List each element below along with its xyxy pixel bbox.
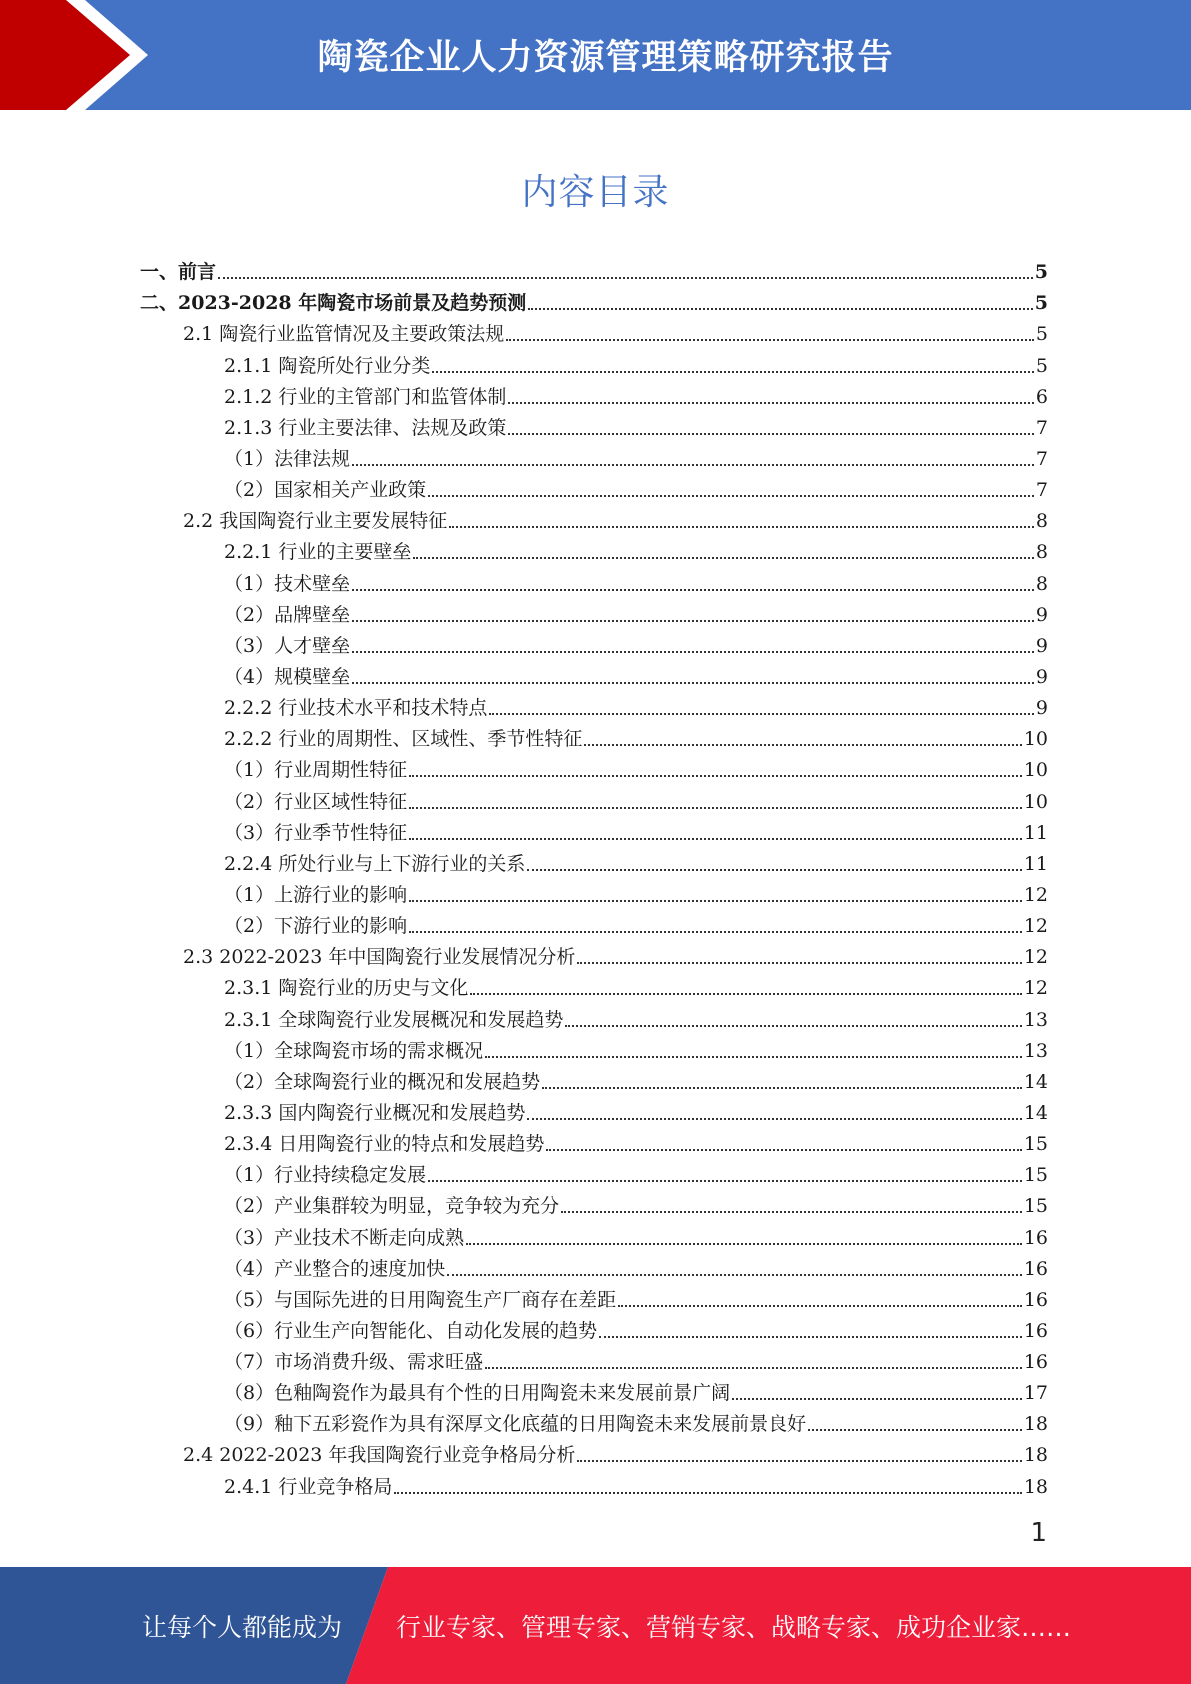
toc-entry[interactable]: [140, 597, 1048, 628]
toc-entry[interactable]: [140, 1219, 1048, 1250]
footer-slogan-right: 行业专家、管理专家、营销专家、战略专家、成功企业家……: [396, 1612, 1072, 1642]
toc-entry[interactable]: [140, 472, 1048, 503]
toc-dot-leader: [485, 1367, 1022, 1369]
toc-entry-page: 11: [1023, 821, 1048, 844]
toc-entry-title: （3）人才壁垒: [224, 634, 351, 657]
toc-entry-title: （1）上游行业的影响: [224, 883, 408, 906]
toc-entry[interactable]: [140, 410, 1048, 441]
toc-entry[interactable]: [140, 1468, 1048, 1499]
toc-dot-leader: [466, 1243, 1022, 1245]
toc-entry-page: 18: [1023, 1444, 1048, 1467]
toc-dot-leader: [409, 775, 1022, 777]
toc-entry-page: 15: [1023, 1164, 1048, 1187]
toc-entry-title: （2）下游行业的影响: [224, 915, 408, 938]
toc-dot-leader: [409, 900, 1022, 902]
toc-dot-leader: [565, 1025, 1021, 1027]
toc-entry-page: 7: [1035, 447, 1048, 470]
toc-entry[interactable]: [140, 1375, 1048, 1406]
toc-entry-page: 16: [1023, 1226, 1048, 1249]
toc-entry-page: 5: [1034, 292, 1048, 315]
toc-entry-title: 2.1.3 行业主要法律、法规及政策: [224, 416, 507, 439]
toc-entry-page: 18: [1023, 1413, 1048, 1436]
toc-dot-leader: [409, 807, 1022, 809]
toc-entry-page: 12: [1023, 915, 1048, 938]
toc-entry-page: 10: [1023, 728, 1048, 751]
toc-dot-leader: [808, 1429, 1022, 1431]
toc-entry-title: （4）规模壁垒: [224, 665, 351, 688]
toc-entry-page: 15: [1023, 1195, 1048, 1218]
toc-entry[interactable]: [140, 254, 1048, 285]
toc-entry[interactable]: [140, 659, 1048, 690]
toc-dot-leader: [508, 433, 1034, 435]
toc-dot-leader: [449, 526, 1034, 528]
toc-entry-title: （8）色釉陶瓷作为最具有个性的日用陶瓷未来发展前景广阔: [224, 1382, 731, 1405]
toc-entry-title: 2.3.3 国内陶瓷行业概况和发展趋势: [224, 1101, 526, 1124]
toc-entry[interactable]: [140, 347, 1048, 378]
toc-entry-title: 2.4.1 行业竞争格局: [224, 1475, 393, 1498]
toc-entry-title: （7）市场消费升级、需求旺盛: [224, 1351, 484, 1374]
toc-entry[interactable]: [140, 721, 1048, 752]
toc-dot-leader: [546, 1149, 1021, 1151]
footer-bar: [0, 1567, 1191, 1684]
toc-entry-page: 12: [1023, 883, 1048, 906]
toc-entry-page: 9: [1035, 634, 1048, 657]
toc-entry-page: 14: [1023, 1070, 1048, 1093]
toc-entry[interactable]: [140, 316, 1048, 347]
toc-entry-title: （2）全球陶瓷行业的概况和发展趋势: [224, 1070, 541, 1093]
toc-entry[interactable]: [140, 939, 1048, 970]
toc-dot-leader: [485, 1056, 1022, 1058]
toc-entry[interactable]: [140, 503, 1048, 534]
toc-dot-leader: [352, 464, 1034, 466]
toc-entry[interactable]: [140, 1437, 1048, 1468]
toc-entry-page: 13: [1023, 1039, 1048, 1062]
toc-dot-leader: [428, 495, 1034, 497]
toc-dot-leader: [577, 962, 1021, 964]
toc-entry-title: （4）产业整合的速度加快: [224, 1257, 446, 1280]
toc-entry-page: 9: [1035, 665, 1048, 688]
toc-entry-title: （1）技术壁垒: [224, 572, 351, 595]
toc-entry-title: 2.2.2 行业的周期性、区域性、季节性特征: [224, 728, 583, 751]
toc-dot-leader: [527, 1118, 1021, 1120]
toc-entry-page: 11: [1023, 852, 1048, 875]
toc-entry-title: 2.3.1 陶瓷行业的历史与文化: [224, 977, 469, 1000]
toc-entry-page: 7: [1035, 416, 1048, 439]
toc-entry[interactable]: [140, 628, 1048, 659]
toc-dot-leader: [409, 931, 1022, 933]
toc-dot-leader: [542, 1087, 1022, 1089]
toc-entry[interactable]: [140, 877, 1048, 908]
toc-entry[interactable]: [140, 1126, 1048, 1157]
toc-heading: 内容目录: [521, 172, 670, 213]
toc-entry-page: 13: [1023, 1008, 1048, 1031]
toc-dot-leader: [413, 557, 1034, 559]
toc-entry-page: 16: [1023, 1351, 1048, 1374]
toc-entry-page: 15: [1023, 1133, 1048, 1156]
toc-entry-title: （2）国家相关产业政策: [224, 479, 427, 502]
toc-entry-title: 2.2 我国陶瓷行业主要发展特征: [183, 510, 448, 533]
toc-dot-leader: [527, 869, 1021, 871]
toc-dot-leader: [561, 1211, 1022, 1213]
footer-slogan-left: 让每个人都能成为: [142, 1612, 343, 1642]
toc-entry-page: 10: [1023, 759, 1048, 782]
toc-entry-page: 16: [1023, 1319, 1048, 1342]
toc-entry-title: （3）产业技术不断走向成熟: [224, 1226, 465, 1249]
toc-entry-page: 5: [1035, 354, 1048, 377]
toc-dot-leader: [409, 838, 1022, 840]
toc-dot-leader: [577, 1460, 1021, 1462]
toc-entry-page: 10: [1023, 790, 1048, 813]
toc-dot-leader: [508, 402, 1034, 404]
toc-entry[interactable]: [140, 783, 1048, 814]
toc-entry-page: 17: [1023, 1382, 1048, 1405]
toc-dot-leader: [618, 1305, 1022, 1307]
toc-entry-title: （1）行业周期性特征: [224, 759, 408, 782]
toc-entry-page: 5: [1035, 323, 1048, 346]
toc-dot-leader: [489, 713, 1034, 715]
toc-entry[interactable]: [140, 565, 1048, 596]
toc-entry-page: 16: [1023, 1257, 1048, 1280]
toc-entry[interactable]: [140, 908, 1048, 939]
toc-entry-page: 8: [1035, 541, 1048, 564]
toc-dot-leader: [599, 1336, 1022, 1338]
toc-entry-title: （1）法律法规: [224, 447, 351, 470]
toc-dot-leader: [447, 1274, 1022, 1276]
toc-entry-title: （1）行业持续稳定发展: [224, 1164, 427, 1187]
toc-dot-leader: [428, 1180, 1022, 1182]
toc-entry-page: 7: [1035, 479, 1048, 502]
toc-entry[interactable]: [140, 1064, 1048, 1095]
toc-entry-title: 二、2023-2028 年陶瓷市场前景及趋势预测: [140, 292, 527, 315]
toc-dot-leader: [732, 1398, 1022, 1400]
toc-entry[interactable]: [140, 970, 1048, 1001]
toc-entry[interactable]: [140, 1282, 1048, 1313]
toc-entry[interactable]: [140, 441, 1048, 472]
toc-entry-page: 6: [1035, 385, 1048, 408]
toc-entry[interactable]: [140, 1406, 1048, 1437]
page-number: 1: [1030, 1518, 1047, 1548]
toc-entry[interactable]: [140, 285, 1048, 316]
toc-dot-leader: [528, 308, 1033, 310]
toc-entry-page: 14: [1023, 1101, 1048, 1124]
table-of-contents: [140, 254, 1048, 1500]
toc-entry[interactable]: [140, 1001, 1048, 1032]
toc-dot-leader: [218, 277, 1033, 279]
toc-entry[interactable]: [140, 1033, 1048, 1064]
toc-entry-title: （9）釉下五彩瓷作为具有深厚文化底蕴的日用陶瓷未来发展前景良好: [224, 1413, 807, 1436]
toc-entry-page: 8: [1035, 510, 1048, 533]
header-bar: [0, 0, 1191, 110]
toc-dot-leader: [394, 1492, 1021, 1494]
toc-entry-title: 2.3.4 日用陶瓷行业的特点和发展趋势: [224, 1133, 545, 1156]
toc-entry[interactable]: [140, 690, 1048, 721]
toc-entry-title: 2.2.4 所处行业与上下游行业的关系: [224, 852, 526, 875]
toc-entry-page: 8: [1035, 572, 1048, 595]
toc-dot-leader: [352, 620, 1034, 622]
toc-dot-leader: [506, 339, 1034, 341]
toc-entry-page: 16: [1023, 1288, 1048, 1311]
toc-entry[interactable]: [140, 1188, 1048, 1219]
toc-dot-leader: [432, 371, 1034, 373]
toc-entry[interactable]: [140, 379, 1048, 410]
toc-entry-title: （3）行业季节性特征: [224, 821, 408, 844]
toc-entry-page: 9: [1035, 697, 1048, 720]
toc-entry-page: 5: [1034, 261, 1048, 284]
toc-entry-title: 一、前言: [140, 261, 217, 284]
toc-entry-page: 18: [1023, 1475, 1048, 1498]
toc-entry-title: （2）产业集群较为明显，竞争较为充分: [224, 1195, 560, 1218]
toc-entry[interactable]: [140, 846, 1048, 877]
toc-entry-title: 2.1.2 行业的主管部门和监管体制: [224, 385, 507, 408]
toc-entry-page: 12: [1023, 946, 1048, 969]
toc-entry-title: 2.1 陶瓷行业监管情况及主要政策法规: [183, 323, 505, 346]
toc-entry-title: 2.2.1 行业的主要壁垒: [224, 541, 412, 564]
toc-entry-title: 2.1.1 陶瓷所处行业分类: [224, 354, 431, 377]
toc-entry[interactable]: [140, 1157, 1048, 1188]
toc-dot-leader: [470, 993, 1021, 995]
toc-entry[interactable]: [140, 534, 1048, 565]
toc-entry-page: 12: [1023, 977, 1048, 1000]
report-title: 陶瓷企业人力资源管理策略研究报告: [317, 38, 894, 78]
toc-entry-title: （5）与国际先进的日用陶瓷生产厂商存在差距: [224, 1288, 617, 1311]
toc-entry[interactable]: [140, 1251, 1048, 1282]
toc-dot-leader: [584, 744, 1021, 746]
toc-entry-title: 2.3 2022-2023 年中国陶瓷行业发展情况分析: [183, 946, 576, 969]
toc-entry-title: （2）品牌壁垒: [224, 603, 351, 626]
toc-entry-title: （6）行业生产向智能化、自动化发展的趋势: [224, 1319, 598, 1342]
toc-dot-leader: [352, 589, 1034, 591]
toc-dot-leader: [352, 651, 1034, 653]
toc-entry-title: 2.2.2 行业技术水平和技术特点: [224, 697, 488, 720]
toc-entry[interactable]: [140, 1313, 1048, 1344]
toc-entry-title: （2）行业区域性特征: [224, 790, 408, 813]
toc-entry-title: 2.3.1 全球陶瓷行业发展概况和发展趋势: [224, 1008, 564, 1031]
toc-dot-leader: [352, 682, 1034, 684]
toc-entry[interactable]: [140, 1095, 1048, 1126]
toc-entry[interactable]: [140, 815, 1048, 846]
toc-entry-page: 9: [1035, 603, 1048, 626]
toc-entry[interactable]: [140, 1344, 1048, 1375]
toc-entry[interactable]: [140, 752, 1048, 783]
toc-entry-title: 2.4 2022-2023 年我国陶瓷行业竞争格局分析: [183, 1444, 576, 1467]
toc-entry-title: （1）全球陶瓷市场的需求概况: [224, 1039, 484, 1062]
